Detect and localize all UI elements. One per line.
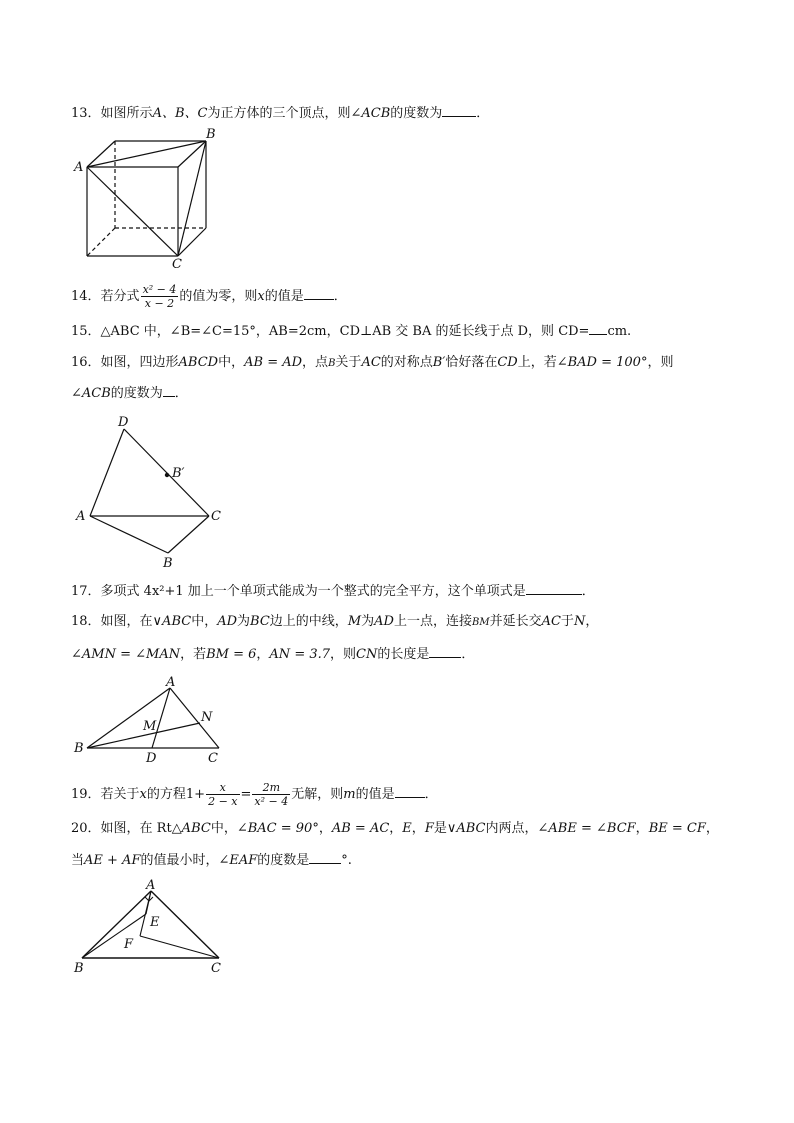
q13-text-c: 的度数为 [390,106,443,121]
q13-text-a: 如图所示 [100,106,153,121]
q18-text-d: 边上的中线， [269,614,348,629]
question-18-line-2 [71,645,474,664]
q20-text-c: ， [318,821,332,836]
q16-end: ． [174,386,188,401]
q19-text-d: 的值是 [355,787,395,802]
q20-triangle-2: ∨ABC [446,821,486,836]
q20-label-a: A [146,878,156,893]
q20-text-g: 内两点， [485,821,538,836]
q18-text-a: 18．如图，在 [71,614,153,629]
question-19 [71,781,438,808]
q15-text: 15．△ABC 中，∠B=∠C=15°，AB=2cm，CD⊥AB 交 BA 的延长线于点 D，则 CD= [71,324,590,339]
q13-end: ． [476,106,490,121]
q16-cd: CD [497,355,518,370]
q18-answer-blank [429,645,461,658]
q16-text-g: 上，若 [517,355,557,370]
q14-answer-blank [304,287,334,300]
q20-text-d: ， [389,821,403,836]
question-20-line-1 [71,820,719,838]
q16-text-h: ，则 [647,355,674,370]
q19-f1-numerator: x [206,781,239,795]
q14-end: ． [333,289,347,304]
q20-sum: AE + AF [84,853,141,868]
q20-angle-abe: ∠ABE = ∠BCF [537,821,636,836]
q14-var: x [257,289,265,304]
q16-bprime: B′ [432,355,446,370]
q16-angle-acb: ∠ACB [71,386,111,401]
q18-label-a: A [166,675,176,690]
q20-text-line2-b: 的值最小时， [140,853,219,868]
q19-equals: = [240,787,252,802]
question-16-line-2 [71,384,188,403]
q18-bm-value: BM = 6 [206,647,257,662]
q18-text-c: 为 [237,614,251,629]
q13-vars: A、B、C [152,106,208,121]
q14-text-a: 若分式 [100,289,140,304]
q20-label-f: F [124,937,134,952]
q18-label-m: M [143,719,157,734]
q13-text-b: 为正方体的三个顶点，则 [207,106,351,121]
q18-text-i: ， [585,614,599,629]
q20-text-i: ， [705,821,719,836]
q20-triangle: △ABC [171,821,211,836]
q18-text-line2-d: 的长度是 [377,647,430,662]
q18-cn: CN [356,647,378,662]
q17-text: 17．多项式 4x²+1 加上一个单项式能成为一个整式的完全平方，这个单项式是 [71,584,526,599]
q18-text-line2-c: ，则 [330,647,357,662]
q15-end: cm. [607,324,632,339]
q20-e: E [402,821,412,836]
q14-frac-denominator: x − 2 [144,297,175,310]
q20-ab-eq-ac: AB = AC [331,821,390,836]
q18-label-b: B [74,741,84,756]
q13-label-a: A [74,160,84,175]
q13-angle: ∠ACB [350,106,391,121]
q18-bm: BM [471,617,490,628]
q14-frac-numerator: x² − 4 [142,283,177,296]
q19-f2-numerator: 2m [252,781,290,795]
q16-answer-blank [163,384,175,397]
q18-angle-eq: ∠AMN = ∠MAN [71,647,181,662]
q19-x: x [139,787,147,802]
q18-text-f: 上一点，连接 [393,614,472,629]
q20-label-b: B [74,961,84,976]
q16-text-b: 中， [218,355,245,370]
q18-ad-2: AD [374,614,394,629]
q20-text-h: ， [635,821,649,836]
q13-label-b: B [206,127,216,142]
q20-angle-bac: ∠BAC = 90° [236,821,319,836]
q16-text-e: 的对称点 [380,355,433,370]
q20-be-eq-cf: BE = CF [648,821,706,836]
q18-text-g: 并延长交 [489,614,542,629]
q16-quadrilateral-figure [90,429,209,553]
q20-end: °. [341,853,352,868]
q17-end: ． [581,584,595,599]
q16-text-line2: 的度数为 [110,386,163,401]
q18-bc: BC [250,614,270,629]
q18-text-h: 于 [560,614,574,629]
q20-label-c: C [211,961,221,976]
q16-label-a: A [76,509,86,524]
q14-text-b: 的值为零，则 [179,289,258,304]
q18-triangle: ∨ABC [152,614,192,629]
q15-answer-blank [589,322,607,335]
q14-text-c: 的值是 [264,289,304,304]
q18-label-n: N [201,710,213,725]
q16-ab-eq-ad: AB = AD [244,355,303,370]
q13-label-c: C [172,257,182,272]
q19-f1-denominator: 2 − x [208,795,238,808]
q19-f2-denominator: x² − 4 [254,795,289,808]
q19-end: ． [424,787,438,802]
q20-f: F [424,821,434,836]
q16-abcd: ABCD [178,355,219,370]
q16-text-d: 关于 [335,355,362,370]
q19-fraction-1 [206,781,239,808]
q19-text-c: 无解，则 [291,787,344,802]
q19-text-b: 的方程 [146,787,186,802]
q16-label-bprime: B′ [172,466,185,481]
q20-answer-blank [309,851,341,864]
q16-text-f: 恰好落在 [445,355,498,370]
q18-n: N [573,614,586,629]
q18-text-line2-a: ，若 [180,647,207,662]
q19-answer-blank [395,785,425,798]
q20-text-f: 是 [433,821,447,836]
q16-label-d: D [118,415,129,430]
q16-text-a: 16．如图，四边形 [71,355,179,370]
q20-text-a: 20．如图，在 Rt [71,821,172,836]
q17-answer-blank [526,582,582,595]
question-20-line-2 [71,851,352,870]
q16-label-b: B [163,556,173,571]
q19-m: m [343,787,356,802]
q18-text-b: 中， [191,614,218,629]
q18-ac: AC [541,614,561,629]
question-14 [71,283,347,310]
q14-fraction [141,283,179,310]
question-17 [71,582,595,601]
question-16-line-1 [71,354,673,373]
q20-text-line2-c: 的度数是 [257,853,310,868]
q16-label-c: C [211,509,221,524]
q16-point-bprime [165,473,169,477]
q19-text-a: 19．若关于 [71,787,140,802]
q18-triangle-figure [87,688,219,748]
q19-fraction-2 [252,781,290,808]
q18-text-line2-b: ， [256,647,270,662]
q18-an-value: AN = 3.7 [269,647,331,662]
q16-ac: AC [361,355,381,370]
q20-label-e: E [150,915,160,930]
q18-end: ． [461,647,475,662]
question-18-line-1 [71,613,598,632]
q14-number: 14． [71,289,101,304]
q16-angle-bad: ∠BAD = 100° [556,355,648,370]
q16-point-b: B [328,358,336,369]
q16-text-c: ，点 [302,355,329,370]
q13-cube-figure [87,141,206,256]
q20-angle-eaf: ∠EAF [218,853,258,868]
q18-label-c: C [208,751,218,766]
q13-number: 13． [71,106,101,121]
q20-text-line2-a: 当 [71,853,85,868]
q18-m: M [347,614,362,629]
q18-text-e: 为 [361,614,375,629]
q20-text-b: 中， [210,821,237,836]
question-15 [71,322,631,341]
q18-ad: AD [217,614,238,629]
q19-one-plus: 1+ [185,787,206,802]
q18-label-d: D [146,751,157,766]
q20-text-e: ， [411,821,425,836]
